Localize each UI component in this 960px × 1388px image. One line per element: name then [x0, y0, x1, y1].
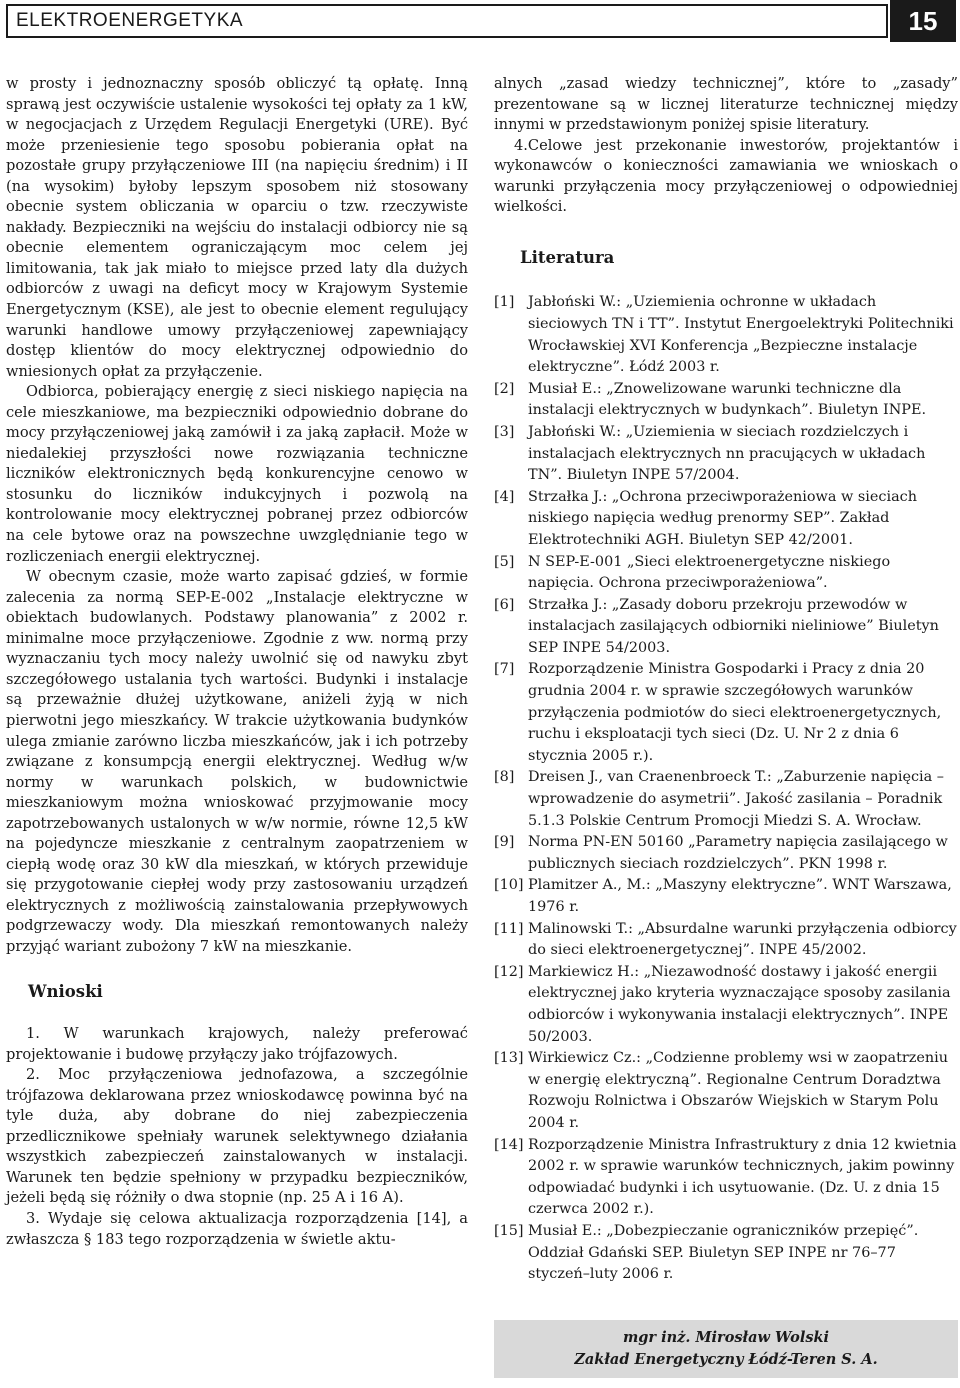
reference-number: [7] — [494, 661, 515, 678]
reference-text: Malinowski T.: „Absurdalne warunki przyłączenia odbiorcy do sieci elektroenergetycznej”. INPE 45/2002. — [528, 920, 957, 959]
wnioski-heading: Wnioski — [28, 981, 103, 1001]
reference-number: [5] — [494, 553, 515, 570]
reference-text: Rozporządzenie Ministra Gospodarki i Pracy z dnia 20 grudnia 2004 r. w sprawie szczegółowych warunków przyłączenia podmiotów do sieci elektroenergetycznych, ruchu i eksploatacji tych sieci (Dz. U. Nr 2 z dnia 6 stycznia 2005 r.). — [528, 661, 942, 764]
reference-item — [494, 875, 958, 918]
reference-number: [11] — [494, 920, 524, 937]
reference-item — [494, 832, 958, 875]
reference-text: Strzałka J.: „Ochrona przeciwporażeniowa w sieciach niskiego napięcia według prenormy SEP”. Zakład Elektrotechniki AGH. Biuletyn SEP 42/2001. — [528, 488, 917, 548]
reference-number: [13] — [494, 1050, 524, 1067]
reference-number: [1] — [494, 294, 515, 311]
reference-text: Jabłoński W.: „Uziemienia w sieciach rozdzielczych i instalacjach elektrycznych nn pracujących w układach TN”. Biuletyn INPE 57/2004. — [528, 423, 926, 484]
reference-item — [494, 595, 958, 660]
author-box — [494, 1320, 958, 1378]
page-number: 15 — [890, 0, 956, 42]
reference-number: [10] — [494, 877, 524, 894]
paragraph: alnych „zasad wiedzy technicznej”, które to „zasady” prezentowane są w licznej literaturze technicznej między innymi w przedstawionym poniżej spisie literatury. — [494, 75, 958, 134]
reference-number: [12] — [494, 963, 524, 980]
reference-text: Musiał E.: „Znowelizowane warunki techniczne dla instalacji elektrycznych w budynkach”. Biuletyn INPE. — [528, 380, 927, 419]
reference-item — [494, 487, 958, 552]
conclusion-item: 4.Celowe jest przekonanie inwestorów, projektantów i wykonawców o konieczności zamawiania we wnioskach o warunki przyłączenia mocy przyłączeniowej o odpowiedniej wielkości. — [494, 136, 958, 216]
page-header — [0, 0, 960, 44]
reference-item — [494, 1221, 958, 1286]
reference-text: Strzałka J.: „Zasady doboru przekroju przewodów w instalacjach zasilających odbiorniki nieliniowe” Biuletyn SEP INPE 54/2003. — [528, 596, 939, 656]
paragraph: w prosty i jednoznaczny sposób obliczyć tą opłatę. Inną sprawą jest oczywiście ustalenie wysokości tej opłaty za 1 kW, w negocjacjach z Urzędem Regulacji Energetyki (URE). Być może przeniesienie tego sposobu pobierania opłat na pozostałe grupy przyłączeniowe III (na napięciu średnim) i II (na wysokim) byłoby lepszym sposobem niż stosowany obecnie system obliczania w oparciu o tzw. rzeczywiste nakłady. Bezpieczniki na wejściu do instalacji odbiorcy nie są obecnie elementem ograniczającym moc celem jej limitowania, tak jak miało to miejsce przed laty dla dużych odbiorców z uwagi na deficyt mocy w Krajowym Systemie Energetycznym (KSE), ale jest to obecnie element regulujący warunki handlowe umowy przyłączeniowej zapewniający dostęp klientów do mocy elektrycznej odpowiednio do wniesionych opłat za przyłączenie. — [6, 75, 468, 380]
reference-item — [494, 1048, 958, 1134]
author-name: mgr inż. Mirosław Wolski — [622, 1329, 830, 1346]
reference-item — [494, 919, 958, 962]
reference-number: [14] — [494, 1136, 524, 1153]
reference-number: [3] — [494, 423, 515, 440]
author-affiliation: Zakład Energetyczny Łódź-Teren S. A. — [574, 1351, 878, 1368]
conclusion-item: 3. Wydaje się celowa aktualizacja rozporządzenia [14], a zwłaszcza § 183 tego rozporządzenia w świetle aktu- — [6, 1209, 468, 1248]
reference-text: Jabłoński W.: „Uziemienia ochronne w układach sieciowych TN i TT”. Instytut Energoelektryki Politechniki Wrocławskiej XVI Konferencja „Bezpieczne instalacje elektryczne”. Łódź 2003 r. — [528, 294, 954, 376]
reference-number: [15] — [494, 1222, 524, 1239]
reference-text: Rozporządzenie Ministra Infrastruktury z dnia 12 kwietnia 2002 r. w sprawie warunków technicznych, jakim powinny odpowiadać budynki i ich usytuowanie. (Dz. U. z dnia 15 czerwca 2002 r.). — [528, 1136, 957, 1218]
reference-number: [6] — [494, 596, 515, 613]
reference-item — [494, 292, 958, 378]
reference-item — [494, 659, 958, 767]
conclusion-item: 2. Moc przyłączeniowa jednofazowa, a szczególnie trójfazowa deklarowana przez wnioskodawcę powinna być na tyle duża, aby dobrane do niej zabezpieczenia przedlicznikowe spełniały warunek selektywnego działania wszystkich zabezpieczeń zainstalowanych w instalacji. Warunek ten będzie spełniony w przypadku bezpieczników, jeżeli będą się różniły o dwa stopnie (np. 25 A i 16 A). — [6, 1066, 468, 1207]
literatura-heading: Literatura — [520, 247, 615, 267]
reference-text: Musiał E.: „Dobezpieczanie ograniczników przepięć”. Oddział Gdański SEP. Biuletyn SEP INPE nr 76–77 styczeń–luty 2006 r. — [528, 1222, 919, 1283]
reference-text: Dreisen J., van Craenenbroeck T.: „Zaburzenie napięcia – wprowadzenie do asymetrii”. Jakość zasilania – Poradnik 5.1.3 Polskie Centrum Promocji Miedzi S. A. Wrocław. — [528, 769, 944, 829]
reference-text: Wirkiewicz Cz.: „Codzienne problemy wsi w zaopatrzeniu w energię elektryczną”. Regionalne Centrum Doradztwa Rozwoju Rolnictwa i Obszarów Wiejskich w Starym Polu 2004 r. — [528, 1050, 948, 1131]
reference-number: [2] — [494, 380, 515, 397]
section-title: ELEKTROENERGETYKA — [6, 4, 888, 38]
reference-item — [494, 1135, 958, 1221]
reference-text: Markiewicz H.: „Niezawodność dostawy i jakość energii elektrycznej jako kryteria wyznaczające sposoby zasilania odbiorców i wykonywania instalacji elektrycznych”. INPE 50/2003. — [528, 963, 951, 1045]
paragraph: Odbiorca, pobierający energię z sieci niskiego napięcia na cele mieszkaniowe, ma bezpieczniki odpowiednio dobrane do mocy przyłączeniowej jaką zamówił i za jaką zapłacił. Może w niedalekiej przyszłości nowe rozwiązania techniczne liczników elektronicznych będą konkurencyjne cenowo w stosunku do liczników indukcyjnych i pozwolą na kontrolowanie mocy elektrycznej pobranej przez odbiorców na cele bytowe oraz na powszechne uwzględnianie tego w rozliczeniach energii elektrycznej. — [6, 383, 468, 565]
right-column — [494, 74, 958, 1286]
reference-number: [9] — [494, 834, 515, 851]
reference-text: Norma PN-EN 50160 „Parametry napięcia zasilającego w publicznych sieciach rozdzielczych”. PKN 1998 r. — [528, 834, 948, 872]
reference-item — [494, 552, 958, 595]
paragraph: W obecnym czasie, może warto zapisać gdzieś, w formie zalecenia za normą SEP-E-002 „Instalacje elektryczne w obiektach budowlanych. Podstawy planowania” z 2002 r. minimalne moce przyłączeniowe. Zgodnie z ww. normą przy wyznaczaniu tych mocy należy uwolnić się od nawyku zbyt szczegółowego ustalania tych wartości. Budynki i instalacje są przeważnie dłużej użytkowane, aniżeli żyją w nich pierwotni jego mieszkańcy. W trakcie użytkowania budynków ulega zmianie zarówno liczba mieszkańców, jak i ich potrzeby związane z konsumpcją energii elektrycznej. Według w/w normy w warunkach polskich, w budownictwie mieszkaniowym można wnioskować przyjmowanie mocy zapotrzebowanych ustalonych w w/w normie, równe 12,5 kW na pojedyncze mieszkanie z centralnym zaopatrzeniem w ciepłą wodę oraz 30 kW dla mieszkań, w których przewiduje się przygotowanie ciepłej wody przy zastosowaniu urządzeń elektrycznych z możliwością zainstalowania przepływowych podgrzewaczy wody. Dla mieszkań remontowanych należy przyjąć wariant zubożony 7 kW na mieszkanie. — [6, 568, 468, 955]
reference-number: [4] — [494, 488, 515, 505]
left-column — [6, 74, 468, 1250]
reference-item — [494, 962, 958, 1048]
reference-list — [494, 292, 958, 1285]
reference-item — [494, 379, 958, 422]
reference-text: Plamitzer A., M.: „Maszyny elektryczne”. WNT Warszawa, 1976 r. — [528, 877, 952, 915]
reference-number: [8] — [494, 769, 515, 786]
reference-item — [494, 422, 958, 487]
reference-text: N SEP-E-001 „Sieci elektroenergetyczne niskiego napięcia. Ochrona przeciwporażeniowa”. — [528, 553, 891, 592]
conclusion-item: 1. W warunkach krajowych, należy preferować projektowanie i budowę przyłączy jako trójfazowych. — [6, 1025, 468, 1063]
reference-item — [494, 767, 958, 832]
